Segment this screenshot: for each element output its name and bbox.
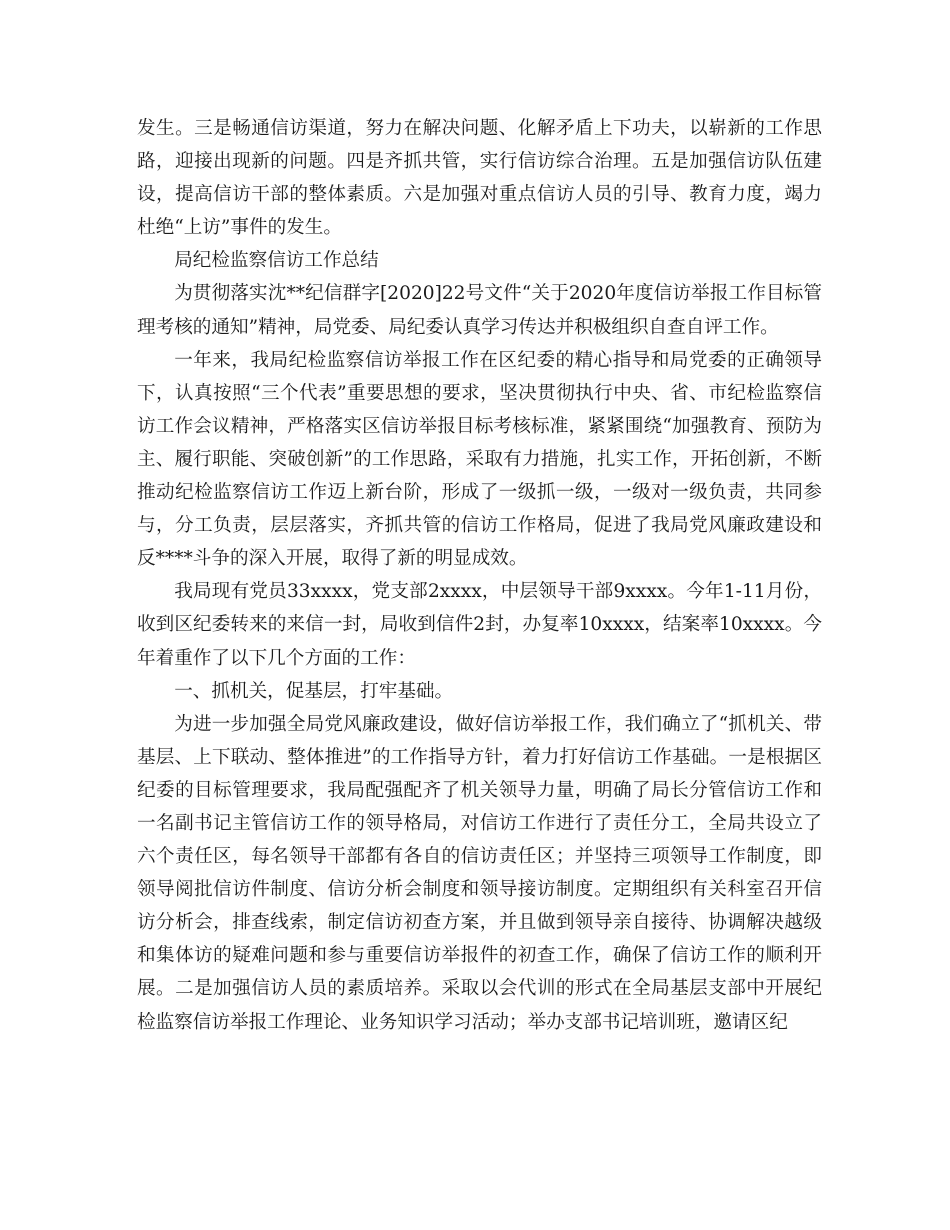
paragraph-intro: 为贯彻落实沈**纪信群字[2020]22号文件“关于2020年度信访举报工作目标管理考核的通知”精神，局党委、局纪委认真学习传达并积极组织自查自评工作。 — [137, 283, 822, 338]
paragraph-statistics: 我局现有党员33xxxx，党支部2xxxx，中层领导干部9xxxx。今年1-11月份，收到区纪委转来的来信一封，局收到信件2封，办复率10xxxx，结案率10xxxx。今年着重作了以下几个方面的工作： — [137, 581, 822, 669]
paragraph-details: 为进一步加强全局党风廉政建设，做好信访举报工作，我们确立了“抓机关、带基层、上下联动、整体推进”的工作指导方针，着力打好信访工作基础。一是根据区纪委的目标管理要求，我局配强配齐了机关领导力量，明确了局长分管信访工作和一名副书记主管信访工作的领导格局，对信访工作进行了责任分工，全局共设立了六个责任区，每名领导干部都有各自的信访责任区；并坚持三项领导工作制度，即领导阅批信访件制度、信访分析会制度和领导接访制度。定期组织有关科室召开信访分析会，排查线索，制定信访初查方案，并且做到领导亲自接待、协调解决越级和集体访的疑难问题和参与重要信访举报件的初查工作，确保了信访工作的顺利开展。二是加强信访人员的素质培养。采取以会代训的形式在全局基层支部中开展纪检监察信访举报工作理论、业务知识学习活动；举办支部书记培训班，邀请区纪 — [137, 713, 822, 1033]
section-title: 局纪检监察信访工作总结 — [174, 250, 379, 272]
paragraph-overview: 一年来，我局纪检监察信访举报工作在区纪委的精心指导和局党委的正确领导下，认真按照“三个代表”重要思想的要求，坚决贯彻执行中央、省、市纪检监察信访工作会议精神，严格落实区信访举报目标考核标准，紧紧围绕“加强教育、预防为主、履行职能、突破创新”的工作思路，采取有力措施，扎实工作，开拓创新，不断推动纪检监察信访工作迈上新台阶，形成了一级抓一级，一级对一级负责，共同参与，分工负责，层层落实，齐抓共管的信访工作格局，促进了我局党风廉政建设和反****斗争的深入开展，取得了新的明显成效。 — [137, 349, 822, 570]
paragraph-continuation: 发生。三是畅通信访渠道，努力在解决问题、化解矛盾上下功夫，以崭新的工作思路，迎接出现新的问题。四是齐抓共管，实行信访综合治理。五是加强信访队伍建设，提高信访干部的整体素质。六是加强对重点信访人员的引导、教育力度，竭力杜绝“上访”事件的发生。 — [137, 118, 822, 239]
subheading-one: 一、抓机关，促基层，打牢基础。 — [174, 680, 454, 702]
document-body — [137, 112, 822, 1039]
